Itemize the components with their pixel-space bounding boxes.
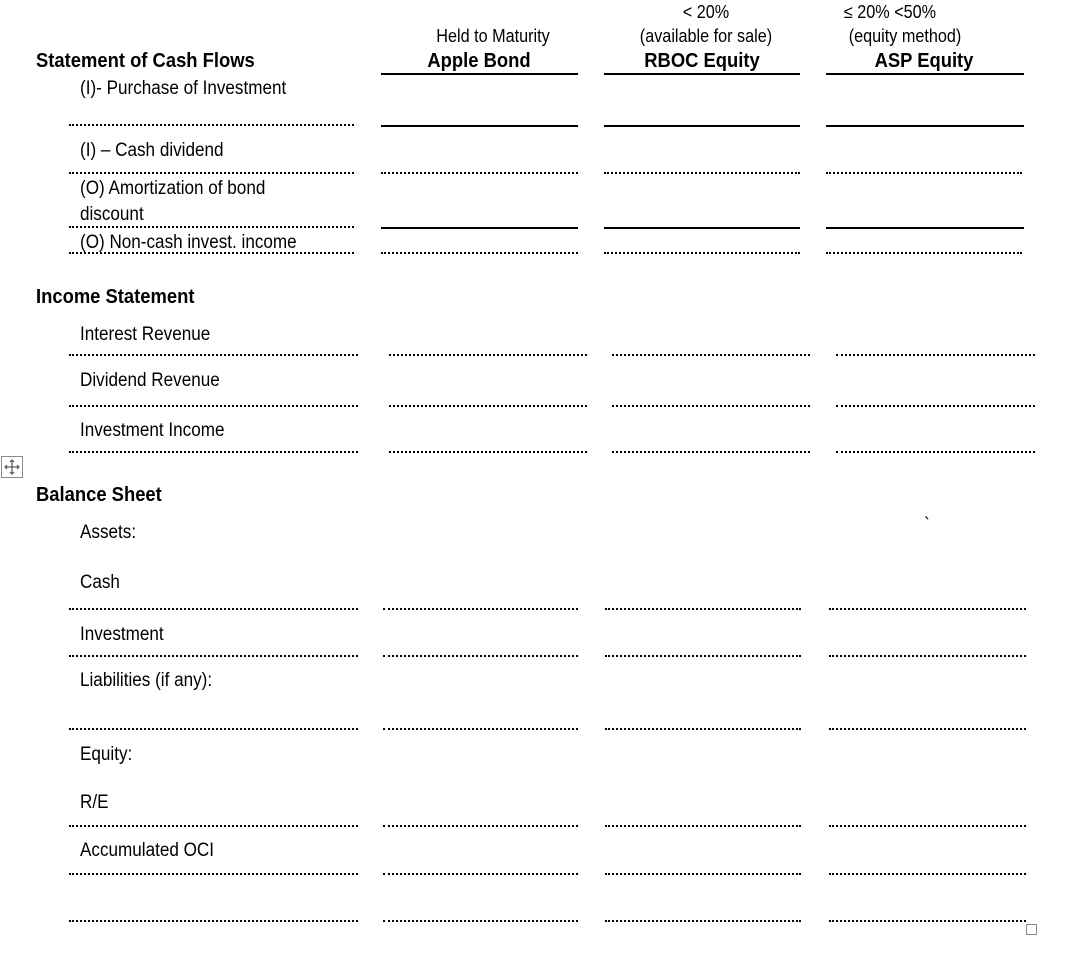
stray-mark: `	[924, 515, 930, 536]
entry-line-asp-oci[interactable]	[829, 873, 1026, 875]
row-label-interest-revenue: Interest Revenue	[80, 324, 211, 345]
entry-line-rboc-re[interactable]	[605, 825, 801, 827]
row-label-cash: Cash	[80, 572, 120, 593]
entry-line-apple-cash[interactable]	[383, 608, 578, 610]
row-label-purchase: (I)- Purchase of Investment	[80, 78, 287, 99]
entry-line-asp-cash[interactable]	[829, 608, 1026, 610]
entry-line[interactable]	[69, 252, 354, 254]
entry-line-rboc-purchase[interactable]	[604, 125, 800, 127]
entry-line-rboc-dividend[interactable]	[604, 172, 800, 174]
entry-line-apple-extra[interactable]	[383, 920, 578, 922]
entry-line[interactable]	[69, 124, 354, 126]
entry-line-rboc-amortization[interactable]	[604, 227, 800, 229]
income-statement-heading: Income Statement	[36, 286, 195, 308]
row-label-liabilities: Liabilities (if any):	[80, 670, 213, 691]
entry-line-apple-dividend[interactable]	[381, 172, 578, 174]
row-label-amortization: (O) Amortization of bond	[80, 178, 266, 199]
entry-line[interactable]	[69, 825, 358, 827]
entry-line[interactable]	[69, 226, 354, 228]
entry-line-asp-inv-income[interactable]	[836, 451, 1035, 453]
entry-line-asp-dividend[interactable]	[826, 172, 1022, 174]
entry-line[interactable]	[69, 920, 358, 922]
entry-line-asp-dividend-rev[interactable]	[836, 405, 1035, 407]
table-resize-handle[interactable]	[1026, 924, 1037, 935]
entry-line-asp-amortization[interactable]	[826, 227, 1024, 229]
entry-line-asp-investment[interactable]	[829, 655, 1026, 657]
entry-line-rboc-liabilities[interactable]	[605, 728, 801, 730]
entry-line[interactable]	[69, 172, 354, 174]
entry-line-rboc-noncash[interactable]	[604, 252, 800, 254]
entry-line-apple-dividend-rev[interactable]	[389, 405, 587, 407]
entry-line[interactable]	[69, 608, 358, 610]
entry-line-apple-interest[interactable]	[389, 354, 587, 356]
entry-line-asp-purchase[interactable]	[826, 125, 1024, 127]
entry-line-rboc-cash[interactable]	[605, 608, 801, 610]
asp-subtitle: (equity method)	[848, 26, 962, 46]
entry-line-apple-noncash[interactable]	[381, 252, 578, 254]
row-label-equity: Equity:	[80, 744, 133, 765]
entry-line-rboc-inv-income[interactable]	[612, 451, 810, 453]
balance-sheet-heading: Balance Sheet	[36, 484, 162, 506]
entry-line-rboc-interest[interactable]	[612, 354, 810, 356]
entry-line-apple-liabilities[interactable]	[383, 728, 578, 730]
entry-line-asp-liabilities[interactable]	[829, 728, 1026, 730]
row-label-noncash: (O) Non-cash invest. income	[80, 232, 297, 253]
entry-line-apple-investment[interactable]	[383, 655, 578, 657]
row-label-investment: Investment	[80, 624, 164, 645]
asp-percent-label: ≤ 20% <50%	[843, 2, 937, 22]
apple-subtitle: Held to Maturity	[436, 26, 550, 46]
row-label-accumulated-oci: Accumulated OCI	[80, 840, 215, 861]
entry-line[interactable]	[69, 354, 358, 356]
entry-line-rboc-investment[interactable]	[605, 655, 801, 657]
apple-bond-header: Apple Bond	[427, 50, 531, 72]
row-label-cash-dividend: (I) – Cash dividend	[80, 140, 224, 161]
entry-line[interactable]	[69, 728, 358, 730]
entry-line-asp-noncash[interactable]	[826, 252, 1022, 254]
entry-line-asp-re[interactable]	[829, 825, 1026, 827]
move-arrows-icon	[4, 459, 20, 475]
entry-line-rboc-dividend-rev[interactable]	[612, 405, 810, 407]
entry-line-apple-inv-income[interactable]	[389, 451, 587, 453]
rboc-percent-label: < 20%	[682, 2, 730, 22]
entry-line-asp-interest[interactable]	[836, 354, 1035, 356]
row-label-re: R/E	[80, 792, 109, 813]
row-label-amortization-cont: discount	[80, 204, 144, 225]
header-underline-apple	[381, 73, 578, 75]
row-label-dividend-revenue: Dividend Revenue	[80, 370, 220, 391]
entry-line[interactable]	[69, 451, 358, 453]
entry-line-asp-extra[interactable]	[829, 920, 1026, 922]
entry-line[interactable]	[69, 655, 358, 657]
entry-line[interactable]	[69, 873, 358, 875]
asp-equity-header: ASP Equity	[874, 50, 974, 72]
row-label-assets: Assets:	[80, 522, 137, 543]
header-underline-asp	[826, 73, 1024, 75]
entry-line-apple-purchase[interactable]	[381, 125, 578, 127]
entry-line-apple-re[interactable]	[383, 825, 578, 827]
header-underline-rboc	[604, 73, 800, 75]
entry-line[interactable]	[69, 405, 358, 407]
row-label-investment-income: Investment Income	[80, 420, 225, 441]
cash-flows-heading: Statement of Cash Flows	[36, 50, 255, 72]
rboc-equity-header: RBOC Equity	[644, 50, 760, 72]
rboc-subtitle: (available for sale)	[639, 26, 773, 46]
entry-line-apple-oci[interactable]	[383, 873, 578, 875]
entry-line-apple-amortization[interactable]	[381, 227, 578, 229]
entry-line-rboc-extra[interactable]	[605, 920, 801, 922]
table-move-handle[interactable]	[1, 456, 23, 478]
entry-line-rboc-oci[interactable]	[605, 873, 801, 875]
